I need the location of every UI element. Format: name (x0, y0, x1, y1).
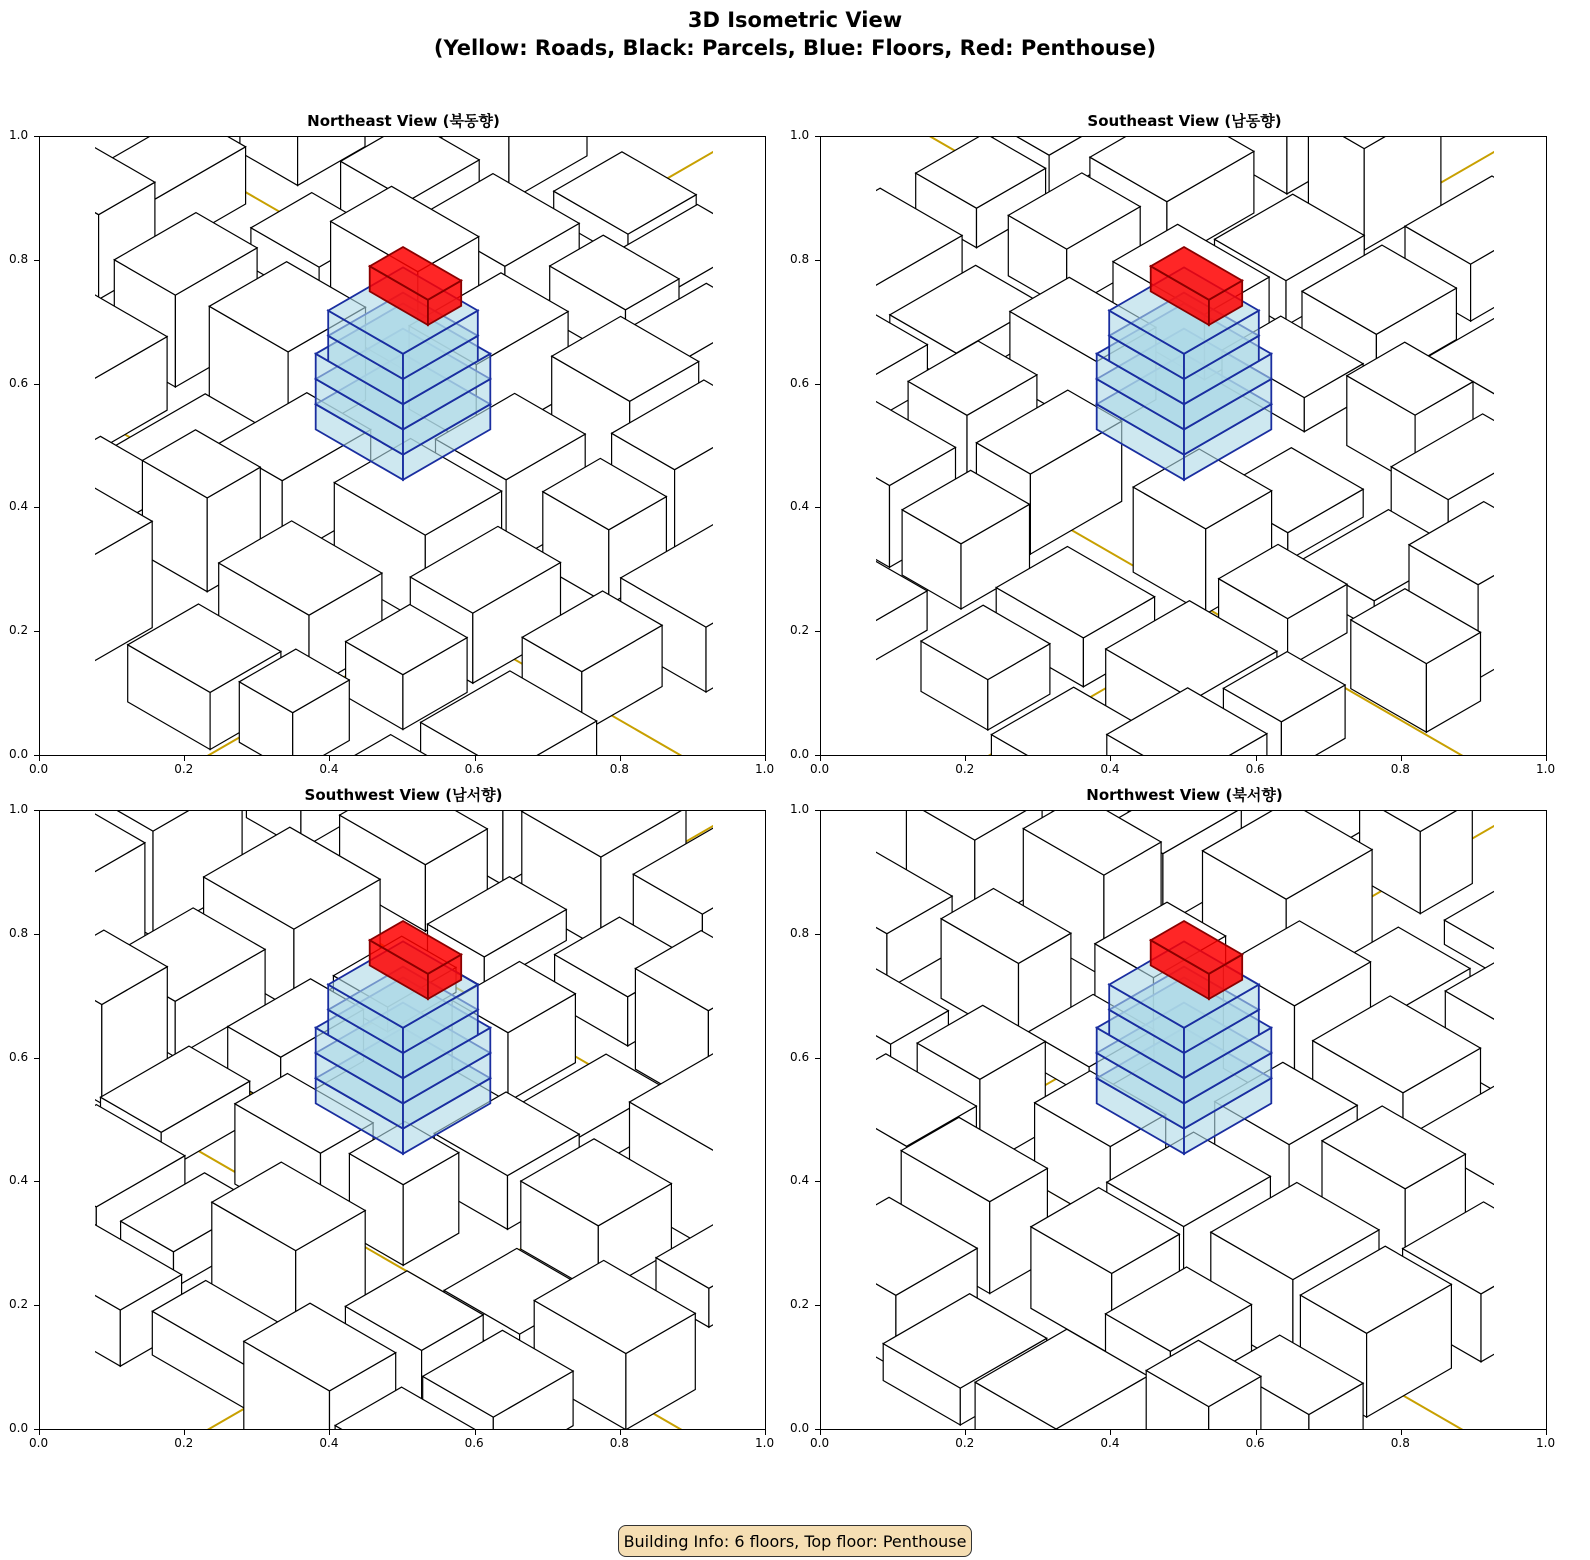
x-tick-label: 0.6 (1245, 1436, 1265, 1450)
y-tick-label: 0.8 (9, 925, 29, 940)
y-tick-label: 0.6 (9, 375, 29, 390)
x-tick-mark (329, 1430, 330, 1435)
x-tick-mark (1110, 1430, 1111, 1435)
parcel-building (40, 488, 152, 664)
y-tick-label: 0.4 (790, 499, 810, 514)
panel-title: Southeast View (남동향) (1087, 112, 1282, 130)
x-tick-label: 0.2 (955, 762, 975, 776)
x-tick-label: 0.8 (609, 762, 629, 776)
panel-title: Northwest View (북서향) (1086, 786, 1283, 804)
y-tick-label: 0.6 (9, 1049, 29, 1064)
x-tick-label: 0.4 (1100, 1436, 1120, 1450)
x-tick-label: 0.6 (1245, 762, 1265, 776)
parcel-building (734, 377, 766, 489)
y-tick-mark (34, 1058, 39, 1059)
x-tick-mark (475, 756, 476, 761)
isometric-scene (821, 137, 1547, 756)
y-tick-mark (815, 934, 820, 935)
x-tick-label: 0.0 (810, 1436, 830, 1450)
figure-title-line1: 3D Isometric View (687, 8, 903, 32)
parcel-building (1510, 234, 1547, 392)
x-tick-mark (820, 1430, 821, 1435)
panel-title: Southwest View (남서향) (304, 786, 503, 804)
figure-title-line2: (Yellow: Roads, Black: Parcels, Blue: Floors, Red: Penthouse) (433, 36, 1157, 60)
y-tick-mark (815, 1058, 820, 1059)
x-tick-mark (1256, 756, 1257, 761)
y-tick-label: 0.8 (790, 925, 810, 940)
y-tick-mark (815, 1305, 820, 1306)
y-tick-mark (815, 384, 820, 385)
x-tick-label: 1.0 (755, 1436, 775, 1450)
y-tick-label: 0.0 (9, 1421, 29, 1435)
parcel-building (740, 426, 766, 605)
y-tick-label: 0.2 (790, 623, 810, 638)
isometric-view-panel (39, 810, 766, 1430)
parcel-building (821, 1038, 865, 1183)
y-tick-label: 0.8 (790, 251, 810, 266)
parcel-building (40, 377, 45, 489)
y-tick-label: 0.0 (790, 1421, 810, 1435)
x-tick-label: 0.0 (810, 762, 830, 776)
x-tick-mark (1401, 756, 1402, 761)
x-tick-label: 0.4 (1100, 762, 1120, 776)
y-tick-label: 1.0 (9, 128, 29, 142)
parcel-building (821, 492, 845, 616)
y-tick-mark (34, 507, 39, 508)
y-tick-label: 0.0 (9, 747, 29, 761)
x-tick-label: 0.6 (464, 762, 484, 776)
isometric-view-panel (820, 810, 1547, 1430)
x-tick-label: 0.8 (609, 1436, 629, 1450)
panel-title: Northeast View (북동향) (307, 112, 500, 130)
y-tick-label: 1.0 (790, 802, 810, 816)
x-tick-mark (620, 756, 621, 761)
x-tick-mark (965, 756, 966, 761)
x-tick-label: 0.2 (174, 1436, 194, 1450)
y-tick-mark (34, 755, 39, 756)
x-tick-mark (1546, 756, 1547, 761)
y-tick-mark (815, 1181, 820, 1182)
x-tick-label: 0.0 (29, 762, 49, 776)
x-tick-mark (620, 1430, 621, 1435)
x-tick-label: 0.8 (1390, 1436, 1410, 1450)
isometric-view-panel (820, 136, 1547, 756)
y-tick-mark (34, 260, 39, 261)
y-tick-mark (34, 384, 39, 385)
x-tick-label: 0.4 (319, 1436, 339, 1450)
parcel-building (732, 1161, 766, 1302)
y-tick-mark (34, 631, 39, 632)
figure-title (0, 6, 1590, 62)
parcel-building (1519, 1143, 1547, 1295)
x-tick-label: 0.4 (319, 762, 339, 776)
y-tick-label: 1.0 (790, 128, 810, 142)
parcel-building (1514, 874, 1548, 1056)
isometric-scene (821, 811, 1547, 1430)
y-tick-label: 0.4 (9, 1173, 29, 1188)
y-tick-mark (34, 1305, 39, 1306)
parcel-building (821, 938, 833, 1047)
isometric-scene (40, 137, 766, 756)
y-tick-mark (815, 810, 820, 811)
x-tick-mark (765, 756, 766, 761)
y-tick-mark (34, 136, 39, 137)
x-tick-mark (965, 1430, 966, 1435)
parcel-building (821, 1108, 849, 1278)
y-tick-label: 0.6 (790, 1049, 810, 1064)
y-tick-mark (815, 260, 820, 261)
y-tick-label: 0.6 (790, 375, 810, 390)
x-tick-label: 1.0 (1536, 762, 1556, 776)
isometric-scene (40, 811, 766, 1430)
x-tick-mark (329, 756, 330, 761)
x-tick-label: 0.0 (29, 1436, 49, 1450)
y-tick-label: 0.4 (790, 1173, 810, 1188)
y-tick-mark (815, 136, 820, 137)
x-tick-mark (765, 1430, 766, 1435)
parcel-building (749, 197, 766, 373)
x-tick-label: 0.2 (174, 762, 194, 776)
x-tick-mark (1110, 756, 1111, 761)
y-tick-label: 0.2 (9, 1297, 29, 1312)
y-tick-label: 0.2 (790, 1297, 810, 1312)
isometric-view-panel (39, 136, 766, 756)
x-tick-label: 0.8 (1390, 762, 1410, 776)
x-tick-label: 1.0 (1536, 1436, 1556, 1450)
x-tick-label: 0.2 (955, 1436, 975, 1450)
y-tick-mark (34, 1429, 39, 1430)
x-tick-mark (39, 1430, 40, 1435)
x-tick-mark (1546, 1430, 1547, 1435)
x-tick-label: 0.6 (464, 1436, 484, 1450)
y-tick-label: 0.2 (9, 623, 29, 638)
x-tick-mark (39, 756, 40, 761)
parcel-building (821, 377, 832, 492)
parcel-building (40, 258, 49, 380)
x-tick-mark (184, 756, 185, 761)
parcel-building (40, 504, 51, 605)
y-tick-label: 1.0 (9, 802, 29, 816)
x-tick-label: 1.0 (755, 762, 775, 776)
parcel-building (729, 989, 766, 1194)
y-tick-mark (815, 755, 820, 756)
parcel-building (1360, 811, 1473, 914)
parcel-building (40, 1143, 55, 1290)
building-info-box: Building Info: 6 floors, Top floor: Penthouse (618, 1525, 972, 1557)
x-tick-mark (475, 1430, 476, 1435)
y-tick-mark (815, 631, 820, 632)
y-tick-mark (34, 810, 39, 811)
y-tick-label: 0.8 (9, 251, 29, 266)
parcel-building (1527, 492, 1547, 622)
y-tick-mark (34, 934, 39, 935)
x-tick-mark (820, 756, 821, 761)
parcel-building (1502, 352, 1547, 510)
x-tick-mark (1256, 1430, 1257, 1435)
y-tick-label: 0.0 (790, 747, 810, 761)
x-tick-mark (184, 1430, 185, 1435)
x-tick-mark (1401, 1430, 1402, 1435)
y-tick-mark (815, 1429, 820, 1430)
y-tick-mark (34, 1181, 39, 1182)
y-tick-label: 0.4 (9, 499, 29, 514)
y-tick-mark (815, 507, 820, 508)
